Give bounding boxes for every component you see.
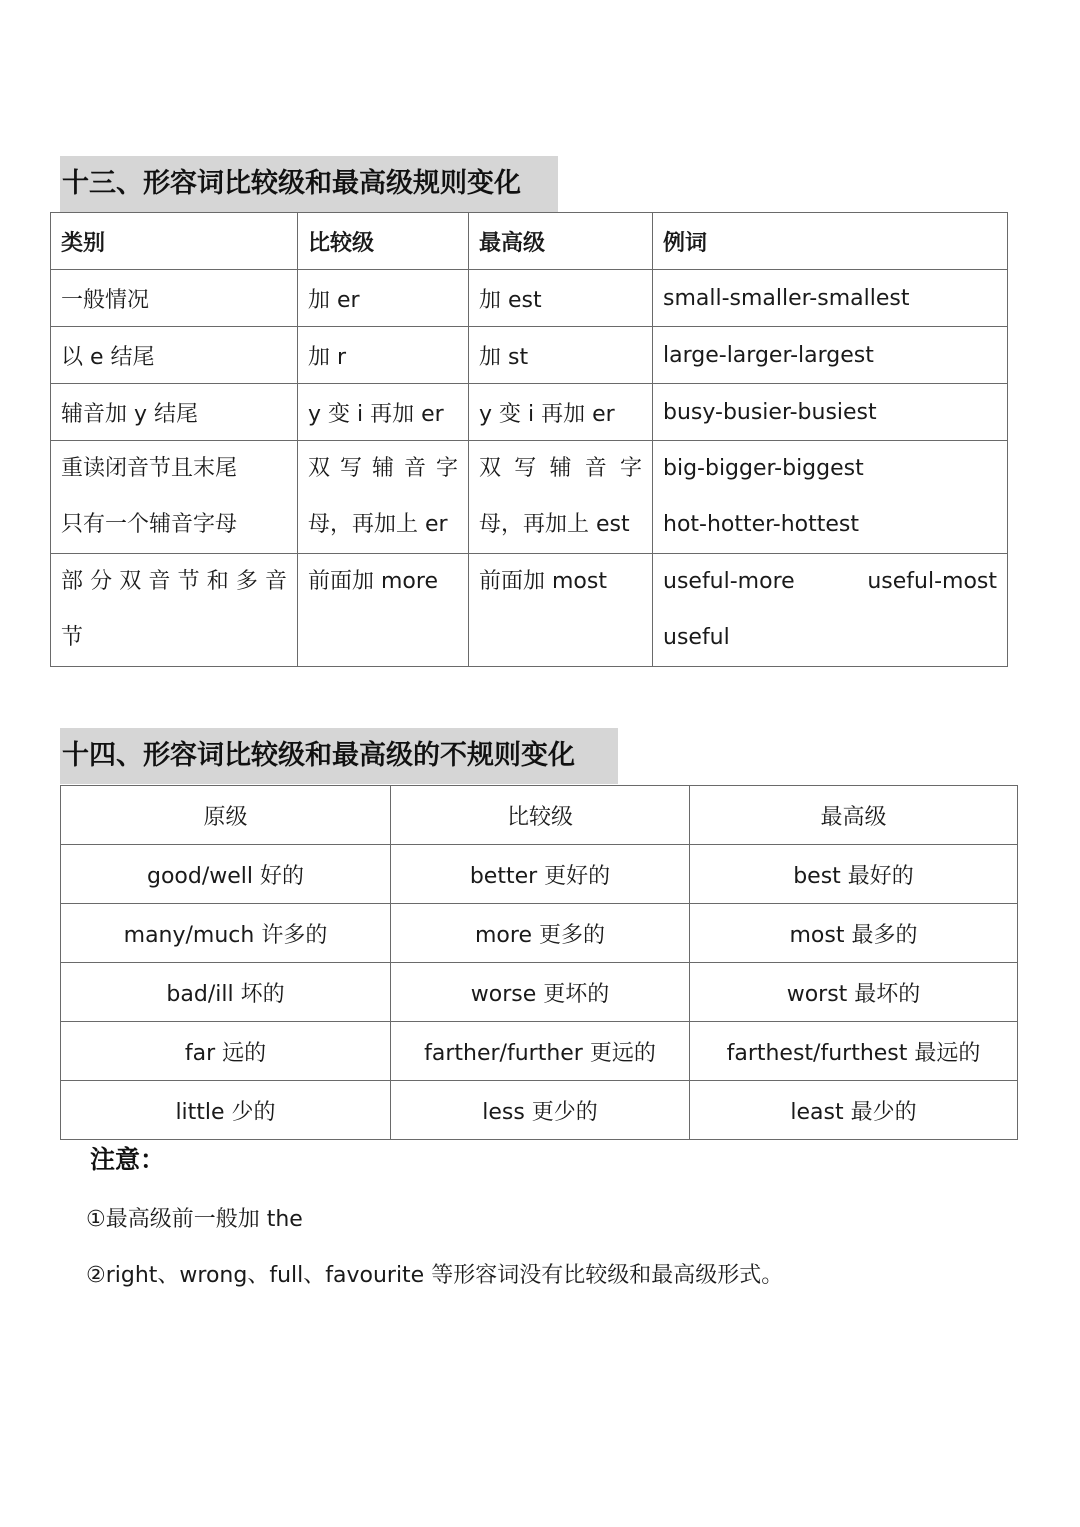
cell-superlative: farthest/furthest 最远的 — [690, 1022, 1018, 1081]
table-row — [61, 1022, 1018, 1081]
cell-positive: far 远的 — [61, 1022, 391, 1081]
table-row — [51, 384, 1008, 441]
cell-comparative: 前面加 more — [298, 554, 469, 667]
cell-category: 以 e 结尾 — [51, 327, 298, 384]
cell-example: large-larger-largest — [653, 327, 1008, 384]
cell-comparative — [298, 441, 469, 554]
table-row — [61, 904, 1018, 963]
cell-positive: good/well 好的 — [61, 845, 391, 904]
header-comparative: 比较级 — [391, 786, 690, 845]
table-row — [51, 441, 1008, 554]
cell-positive: bad/ill 坏的 — [61, 963, 391, 1022]
table-row — [51, 270, 1008, 327]
table-header-row — [61, 786, 1018, 845]
cell-line: 部分双音节和多音 — [61, 569, 287, 594]
cell-superlative: least 最少的 — [690, 1081, 1018, 1140]
cell-superlative: most 最多的 — [690, 904, 1018, 963]
cell-superlative: 加 est — [469, 270, 653, 327]
table-row — [61, 845, 1018, 904]
cell-line: useful — [663, 625, 730, 650]
cell-comparative: y 变 i 再加 er — [298, 384, 469, 441]
table-row — [61, 1081, 1018, 1140]
cell-comparative: less 更少的 — [391, 1081, 690, 1140]
header-superlative: 最高级 — [690, 786, 1018, 845]
header-category: 类别 — [51, 213, 298, 270]
cell-comparative: farther/further 更远的 — [391, 1022, 690, 1081]
cell-line: 只有一个辅音字母 — [61, 512, 238, 537]
header-example: 例词 — [653, 213, 1008, 270]
cell-line: 节 — [61, 625, 84, 650]
note-item: ①最高级前一般加 the — [86, 1207, 303, 1232]
section-13-title: 十三、形容词比较级和最高级规则变化 — [60, 156, 558, 212]
cell-line: hot-hotter-hottest — [663, 512, 860, 537]
cell-line: 重读闭音节且末尾 — [61, 456, 238, 481]
table-row — [51, 327, 1008, 384]
cell-superlative: worst 最坏的 — [690, 963, 1018, 1022]
cell-line: 双写辅音字 — [308, 456, 458, 481]
cell-superlative: y 变 i 再加 er — [469, 384, 653, 441]
header-superlative: 最高级 — [469, 213, 653, 270]
cell-positive: little 少的 — [61, 1081, 391, 1140]
example-part: useful-most — [867, 569, 997, 594]
cell-category — [51, 441, 298, 554]
cell-line — [663, 554, 997, 610]
cell-example — [653, 554, 1008, 667]
cell-comparative: more 更多的 — [391, 904, 690, 963]
cell-comparative: better 更好的 — [391, 845, 690, 904]
section-14-title: 十四、形容词比较级和最高级的不规则变化 — [60, 728, 618, 784]
cell-example: busy-busier-busiest — [653, 384, 1008, 441]
header-comparative: 比较级 — [298, 213, 469, 270]
table-header-row — [51, 213, 1008, 270]
cell-line: 母，再加上 est — [479, 512, 630, 537]
notes-title: 注意： — [90, 1145, 166, 1174]
cell-example: small-smaller-smallest — [653, 270, 1008, 327]
cell-comparative: 加 er — [298, 270, 469, 327]
cell-superlative: 前面加 most — [469, 554, 653, 667]
example-part: useful-more — [663, 569, 795, 594]
cell-line: big-bigger-biggest — [663, 456, 864, 481]
cell-category: 一般情况 — [51, 270, 298, 327]
note-item: ②right、wrong、full、favourite 等形容词没有比较级和最高级形式。 — [86, 1263, 784, 1288]
cell-superlative: 加 st — [469, 327, 653, 384]
irregular-comparison-table — [60, 785, 1018, 1140]
table-row — [61, 963, 1018, 1022]
regular-comparison-table — [50, 212, 1008, 667]
cell-comparative: 加 r — [298, 327, 469, 384]
cell-superlative — [469, 441, 653, 554]
cell-category — [51, 554, 298, 667]
cell-example — [653, 441, 1008, 554]
cell-category: 辅音加 y 结尾 — [51, 384, 298, 441]
cell-line: 双写辅音字 — [479, 456, 642, 481]
cell-superlative: best 最好的 — [690, 845, 1018, 904]
cell-positive: many/much 许多的 — [61, 904, 391, 963]
header-positive: 原级 — [61, 786, 391, 845]
cell-line: 母，再加上 er — [308, 512, 448, 537]
cell-comparative: worse 更坏的 — [391, 963, 690, 1022]
table-row — [51, 554, 1008, 667]
